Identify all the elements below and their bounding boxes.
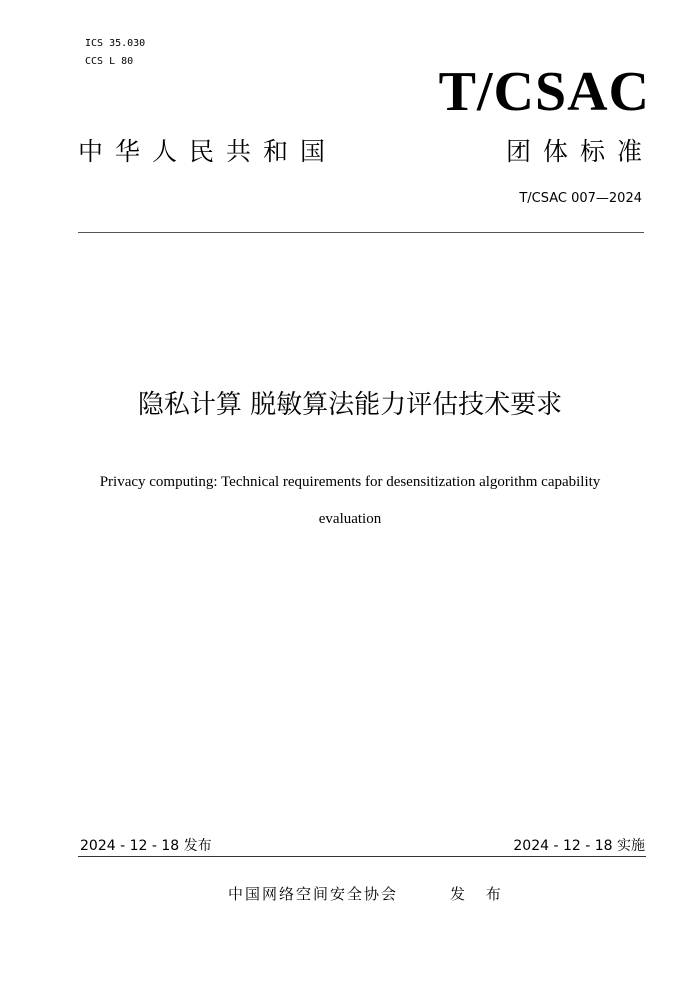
ics-code: ICS 35.030: [85, 38, 146, 49]
implement-date: 2024 - 12 - 18 实施: [513, 838, 645, 854]
country-name: 中华人民共和国: [78, 137, 338, 166]
footer-divider: [78, 856, 646, 857]
header-divider: [78, 232, 644, 233]
english-title-line-1: Privacy computing: Technical requirements for desensitization algorithm capability: [99, 474, 601, 490]
english-title-line-2: evaluation: [318, 511, 382, 527]
standard-type: 团体标准: [505, 137, 654, 166]
document-title-chinese: 隐私计算 脱敏算法能力评估技术要求: [137, 390, 563, 420]
publish-label: 发 布: [450, 885, 509, 903]
publisher-name: 中国网络空间安全协会: [228, 885, 399, 903]
document-title-english: [60, 464, 640, 538]
standard-number: T/CSAC 007—2024: [519, 191, 642, 206]
ccs-code: CCS L 80: [85, 56, 134, 67]
publish-date: 2024 - 12 - 18 发布: [80, 838, 212, 854]
standard-brand-logo: T/CSAC: [438, 61, 650, 123]
